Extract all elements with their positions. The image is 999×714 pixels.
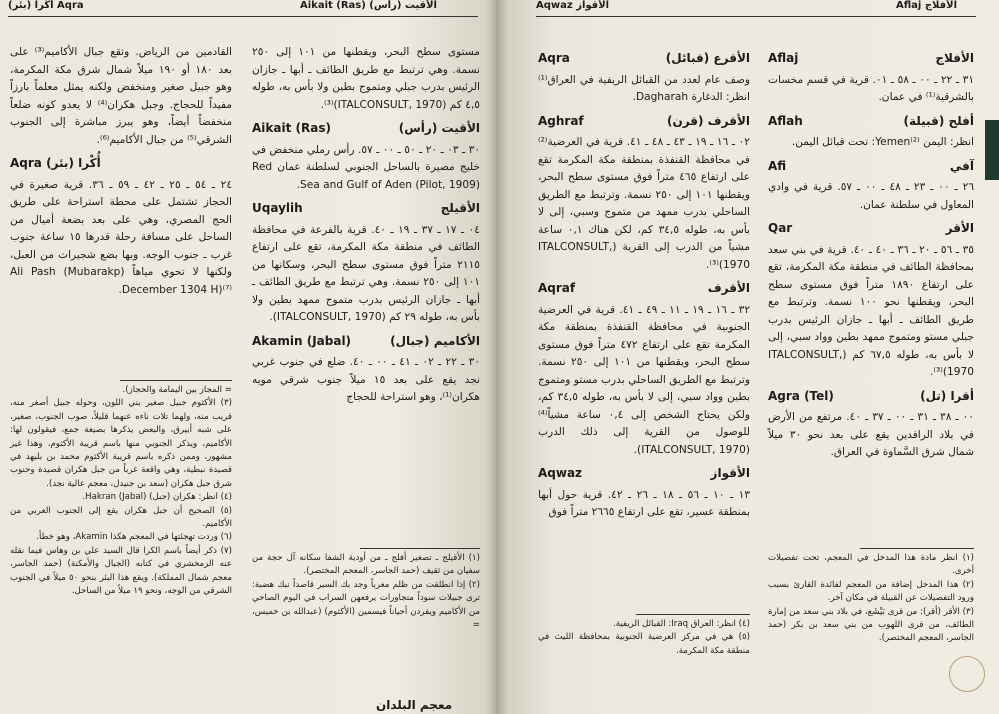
continued-paragraph: مستوى سطح البحر، ويقطنها من ١٠١ إلى ٢٥٠ نسمة. وهي ترتبط مع طريق الطائف ـ أبها ـ جازان الرئيس بدرب جبلي ومتموج بطين ولا بأس به، طوله ٤,٥ كم (ITALCONSULT, 1970)⁽³⁾. bbox=[252, 46, 480, 111]
entry-title-latin: Aqraf bbox=[538, 281, 576, 295]
entry-text-aikait: ٣٠ ـ ٠٣ ـ ٢٠ ـ ٥٠ ـ ٠٠ ـ ٥٧. رأس رملي منخفض في خليج مصيرة بالساحل الجنوبي لسلطنة عمان Red Sea and Gulf of Aden (Pilot, 1909). bbox=[252, 143, 480, 191]
entry-title-arabic: الأقرع (قبائل) bbox=[665, 51, 750, 65]
entry-text-qar: ٣٥ ـ ٥٦ ـ ٢٠ ـ ٣٦ ـ ٤٠ ـ ٤٠. قرية في بني سعد بمحافظة الطائف في منطقة مكة المكرمة، تقع على ارتفاع ١٨٩٠ متراً فوق مستوى سطح البحر، ويقطنها نحو ١٠٠ نسمة. وترتبط مع طريق الطائف ـ أبها ـ جازان الرئيس بدرب جبلي مستو ومتموج ممهد بطين وواد سبي، إلى لا بأس به، طوله ٦٧,٥ كم (ITALCONSULT, 1970)⁽³⁾. bbox=[768, 243, 974, 378]
entry-text-aqraf: ٣٢ ـ ١٦ ـ ١٩ ـ ١١ ـ ٤٩ ـ ٤١. قرية في العرضية الجنوبية في محافظة القنفذة بمنطقة مكة المكرمة تقع على ارتفاع ٤٧٢ متراً فوق مستوى سطح البحر، ويقطنها من ١٠١ إلى ٢٥٠ نسمة. وترتبط مع الطريق الساحلي بدرب مستو ومتموج بطين وواد سبي، إلى لا بأس به، طوله ٣٤,٥ كم، ولكن يحتاج الشخص إلى ٠,٤ ساعة مشياً⁽⁴⁾ للوصول من القرية إلى ذلك الدرب (ITALCONSULT, 1970). bbox=[538, 303, 751, 456]
entry-heading-qar bbox=[768, 220, 974, 238]
entry-heading-afi bbox=[768, 158, 974, 176]
entry-title-arabic: الأقواز bbox=[710, 466, 750, 480]
right-page-inner-footnotes bbox=[538, 618, 750, 658]
entry-text-afi: ٢٦ ـ ٠٠ ـ ٢٣ ـ ٤٨ ـ ٠٠ ـ ٥٧. قرية في وادي المعاول في سلطنة عمان. bbox=[768, 181, 975, 211]
left-page bbox=[0, 0, 496, 714]
right-page-inner-header: Aqwaz الأقواز bbox=[536, 0, 610, 11]
footnote: (١) انظر مادة هذا المدخل في المعجم، تحت تفصيلات أخرى. bbox=[768, 553, 974, 577]
entry-text-aflaj: ٣١ ـ ٢٢ ـ ٠٠ ـ ٥٨ ـ ٠١. قرية في قسم مخسات بالشرقية⁽¹⁾ في عمان. bbox=[768, 73, 975, 103]
footnote: (٤) انظر: هكران (جبل) Hakran (Jabal). bbox=[82, 492, 232, 503]
entry-heading-aflaj bbox=[768, 50, 974, 68]
right-page-inner-column bbox=[538, 44, 750, 524]
entry-heading-agra-tel bbox=[768, 388, 974, 406]
entry-heading-aikait bbox=[252, 120, 480, 138]
entry-text-aghraf: ٠٢ ـ ١٦ ـ ١٩ ـ ٤٣ ـ ٤٨ ـ ٤١. قرية في العرضية⁽²⁾ في محافظة القنفذة بمنطقة مكة المكرمة تقع على ارتفاع ٤٦٥ متراً فوق مستوى سطح البحر، ويقطنها ١٠١ إلى ٢٥٠ نسمة. وترتبط مع الطريق الساحلي بدرب ممهد من متموج وسبي، إلى لا بأس به، طوله ٣٤,٥ كم، لكن هناك ٠,١ ساعة مشياً من الدرب إلى القرية (ITALCONSULT, 1970)⁽³⁾. bbox=[538, 136, 751, 271]
thumb-index-tab bbox=[985, 120, 999, 180]
entry-title-latin: Uqaylih bbox=[252, 201, 303, 215]
entry-title-latin: Aghraf bbox=[538, 113, 584, 128]
footnote: (٧) ذكر أيضاً باسم الكرا قال السيد علي بن وهاس فيما نقله عنه الزمخشري في كتابه (الجبال والأمكنة) (حمد الجاسر، معجم شمال المملكة). ويقع هذا البئر بنحو ٥٠ ميلاً في الجنوب الشرقي من الوجه، ونحو ١٩ ميلاً من الساحل. bbox=[10, 545, 232, 597]
footnote: (٥) الصحيح أن جبل هكران يقع إلى الجنوب الغربي من الأكاميم. bbox=[10, 505, 232, 530]
left-page-outer-column bbox=[10, 44, 232, 301]
entry-heading-aqraf bbox=[538, 280, 750, 298]
entry-heading-uqaylih bbox=[252, 200, 480, 218]
book-gutter bbox=[486, 0, 508, 714]
entry-text-agra-tel: ٠٠ ـ ٣٨ ـ ٣١ ـ ٠٠ ـ ٣٧ ـ ٤٠. مرتفع من الأرض في بلاد الرافدين يقع على بعد نحو ٣٠ ميلاً شمال شرق السَّماوة في العراق. bbox=[768, 411, 974, 458]
entry-title-latin: Akamin (Jabal) bbox=[252, 333, 352, 348]
entry-text-aqra-tribes: وصف عام لعدد من القبائل الريفية في العراق⁽¹⁾ انظر: الدغارة Dagharah. bbox=[538, 73, 750, 103]
entry-title-latin: Aikait (Ras) bbox=[252, 121, 331, 135]
footnote: (٦) وردت تهجئتها في المعجم هكذا Akamin، وهو خطأ. bbox=[36, 532, 232, 543]
entry-title-latin: Afi bbox=[768, 158, 787, 173]
decorative-ornament-icon bbox=[949, 656, 985, 692]
entry-title-latin: Aqra bbox=[538, 51, 570, 65]
footnote: (٢) إذا انطلقت من ظلم مغرباً وجد بك السير قاصداً نبك هضبة: ترى جبيلات سوداً متجاورات يرفعهن السراب في اليوم الصاحي من الأكاميم ويفردن أحياناً فيسمين (الأكثوم) (عبدالله بن خميس، = bbox=[252, 579, 480, 631]
entry-text-aqwaz: ١٣ ـ ١٠ ـ ٥٦ ـ ١٨ ـ ٢٦ ـ ٤٢. قرية حول أبها بمنطقة عسير، تقع على ارتفاع ٢٦٦٥ متراً فوق bbox=[538, 488, 751, 518]
footnote: = المجاز بين اليمامة والحجاز). bbox=[122, 385, 232, 395]
left-page-inner-column bbox=[252, 44, 480, 409]
left-page-inner-footnotes bbox=[252, 552, 480, 632]
right-page-outer-footnotes bbox=[768, 552, 974, 646]
left-page-outer-header: أُكْرا (بئر) Aqra bbox=[8, 0, 84, 11]
footnote: (٣) الأقر (أقر): من قرى بَيْشَع، في بلاد بني سعد من إمارة الطائف، من قرى اللهوب من بني سعد بن بكر (حمد الجاسر، المعجم المختصر). bbox=[768, 606, 974, 644]
footnote: (١) الأقيلج ـ تصغير أفلج ـ من أودية الشفا سكانه آل حجة من سفيان من ثقيف (حمد الجاسر، المعجم المختصر). bbox=[252, 553, 480, 577]
entry-title-arabic: أفلح (قبيلة) bbox=[903, 113, 974, 128]
continued-paragraph: القادمين من الرياض. وتقع جبال الأكاميم⁽³⁾ على بعد ١٨٠ أو ١٩٠ ميلاً شمال شرق مكة المكرمة، وهو جبيل صغير ومنخفض ولكنه يمثل معلماً بارزاً مفيداً للحجاج. وجبل هكران⁽⁴⁾ لا يعدو كونه ضلعاً منخفضاً أيضاً، وهو يبرز مباشرة إلى الجنوب الشرقي⁽⁵⁾ من جبال الأكاميم⁽⁶⁾. bbox=[10, 46, 232, 146]
right-page-outer-header: Aflaj الأفلاج bbox=[896, 0, 958, 11]
entry-heading-aqra-tribes bbox=[538, 50, 750, 68]
footnote-rule bbox=[360, 548, 480, 549]
entry-title-arabic: الأقر bbox=[945, 221, 974, 235]
footnote: (٥) هي في مركز العرضية الجنوبية بمحافظة الليث في منطقة مكة المكرمة. bbox=[538, 632, 750, 656]
footnote-rule bbox=[860, 548, 974, 549]
footnote: (٣) الأكثوم جبيل صغير بني اللون، وحوله جبيل أصغر منه، قريب منه، ولهما تلات ناءه عنهما قليلاً، صوب الجنوب، صغير، على شبه أبيرق، والبعض يذكرها بصيغة جمع، فيقولون لها: الأكاميم، ويذكر الجنوبي منها باسم قريبة الأكثوم، وهذا غير مشهور، وممن ذكره باسم قريبة الأكثوم محمد بن بليهد في قصيدة نبطية، وهي واقعة غرباً من جبل هكران قصيدة وحنوب شرق جبل هكران (سعد بن جنيدل، معجم عالية نجد). bbox=[10, 398, 232, 489]
left-header-rule bbox=[8, 16, 478, 17]
entry-title-arabic: الأقيلج bbox=[440, 201, 480, 215]
entry-title-arabic: الأقرف (قرن) bbox=[666, 113, 750, 128]
entry-title-arabic: آفي bbox=[949, 158, 974, 173]
right-page bbox=[496, 0, 999, 714]
entry-heading-aqwaz bbox=[538, 465, 750, 483]
footnote: (٢) هذا المدخل إضافة من المعجم لفائدة القارئ بسبب ورود التفصيلات عن القبيلة في مكان آخر. bbox=[768, 579, 974, 604]
entry-heading-aflah bbox=[768, 113, 974, 131]
entry-title: أُكْرا (بئر) Aqra bbox=[10, 156, 101, 170]
right-page-outer-column bbox=[768, 44, 974, 464]
footer-ornament: معجم البلدان bbox=[376, 698, 453, 712]
entry-text-aqra: ٢٤ ـ ٥٤ ـ ٢٥ ـ ٤٢ ـ ٥٩ ـ ٣٦. قرية صغيرة في الحجاز تشتمل على محطة استراحة على طريق الحج المصري، وهي على بعد بضعة أميال من الساحل على مسافة رحلة قدرها ١٥ ساعة جنوب غرب ـ جنوب الوجه. وبها بضع شجيرات من العبل، ولكنها لا تحوي مياهاً (Ali Pash (Mubarakp December 1304 H)⁽⁷⁾. bbox=[10, 178, 233, 296]
entry-heading-aqra bbox=[10, 155, 232, 173]
entry-title-arabic: أقرا (تل) bbox=[920, 388, 974, 403]
entry-heading-akamin bbox=[252, 333, 480, 351]
entry-title-arabic: الأكاميم (جبال) bbox=[390, 333, 480, 348]
footnote-rule bbox=[120, 380, 232, 381]
right-header-rule bbox=[536, 16, 976, 17]
entry-title-latin: Qar bbox=[768, 221, 793, 235]
entry-text-akamin: ٣٠ ـ ٢٢ ـ ٠٢ ـ ٤١ ـ ٠٠ ـ ٤٠. ضلع في جنوب غربي نجد يقع على بعد ١٥ ميلاً جنوب شرقي مويه هكران⁽¹⁾، وهو استراحة للحجاج bbox=[252, 356, 481, 403]
entry-title-latin: Aqwaz bbox=[538, 466, 583, 480]
entry-title-latin: Agra (Tel) bbox=[768, 388, 834, 403]
left-page-inner-header: Aikait (Ras) الأقيت (رأس) bbox=[300, 0, 437, 11]
entry-heading-aghraf bbox=[538, 113, 750, 131]
entry-title-latin: Aflaj bbox=[768, 51, 799, 65]
entry-title-arabic: الأقرف bbox=[707, 281, 750, 295]
footnote: (٤) انظر: العراق Iraq: القبائل الريفية. bbox=[613, 619, 750, 629]
entry-title-arabic: الأفلاج bbox=[935, 51, 974, 65]
entry-text-uqaylih: ٠٤ ـ ١٧ ـ ٣٧ ـ ١٩ ـ ٤٠. قرية بالفرعة في محافظة الطائف في منطقة مكة المكرمة، تقع على ارتفاع ٢١١٥ متراً فوق مستوى سطح البحر، وسكانها من ١٠١ إلى ٢٥٠ نسمة. وهي ترتبط مع طريق الطائف ـ أبها ـ جازان الرئيس بدرب متموج ممهد بطين ولا بأس به، طوله ٢٩ كم (ITALCONSULT, 1970). bbox=[252, 223, 480, 323]
footnote-rule bbox=[636, 614, 750, 615]
entry-title-arabic: الأقيت (رأس) bbox=[398, 121, 480, 135]
entry-title-latin: Aflah bbox=[768, 113, 803, 128]
left-page-outer-footnotes bbox=[10, 384, 232, 599]
entry-text-aflah: انظر: اليمن Yemen⁽²⁾: تحت قبائل اليمن. bbox=[791, 136, 974, 148]
